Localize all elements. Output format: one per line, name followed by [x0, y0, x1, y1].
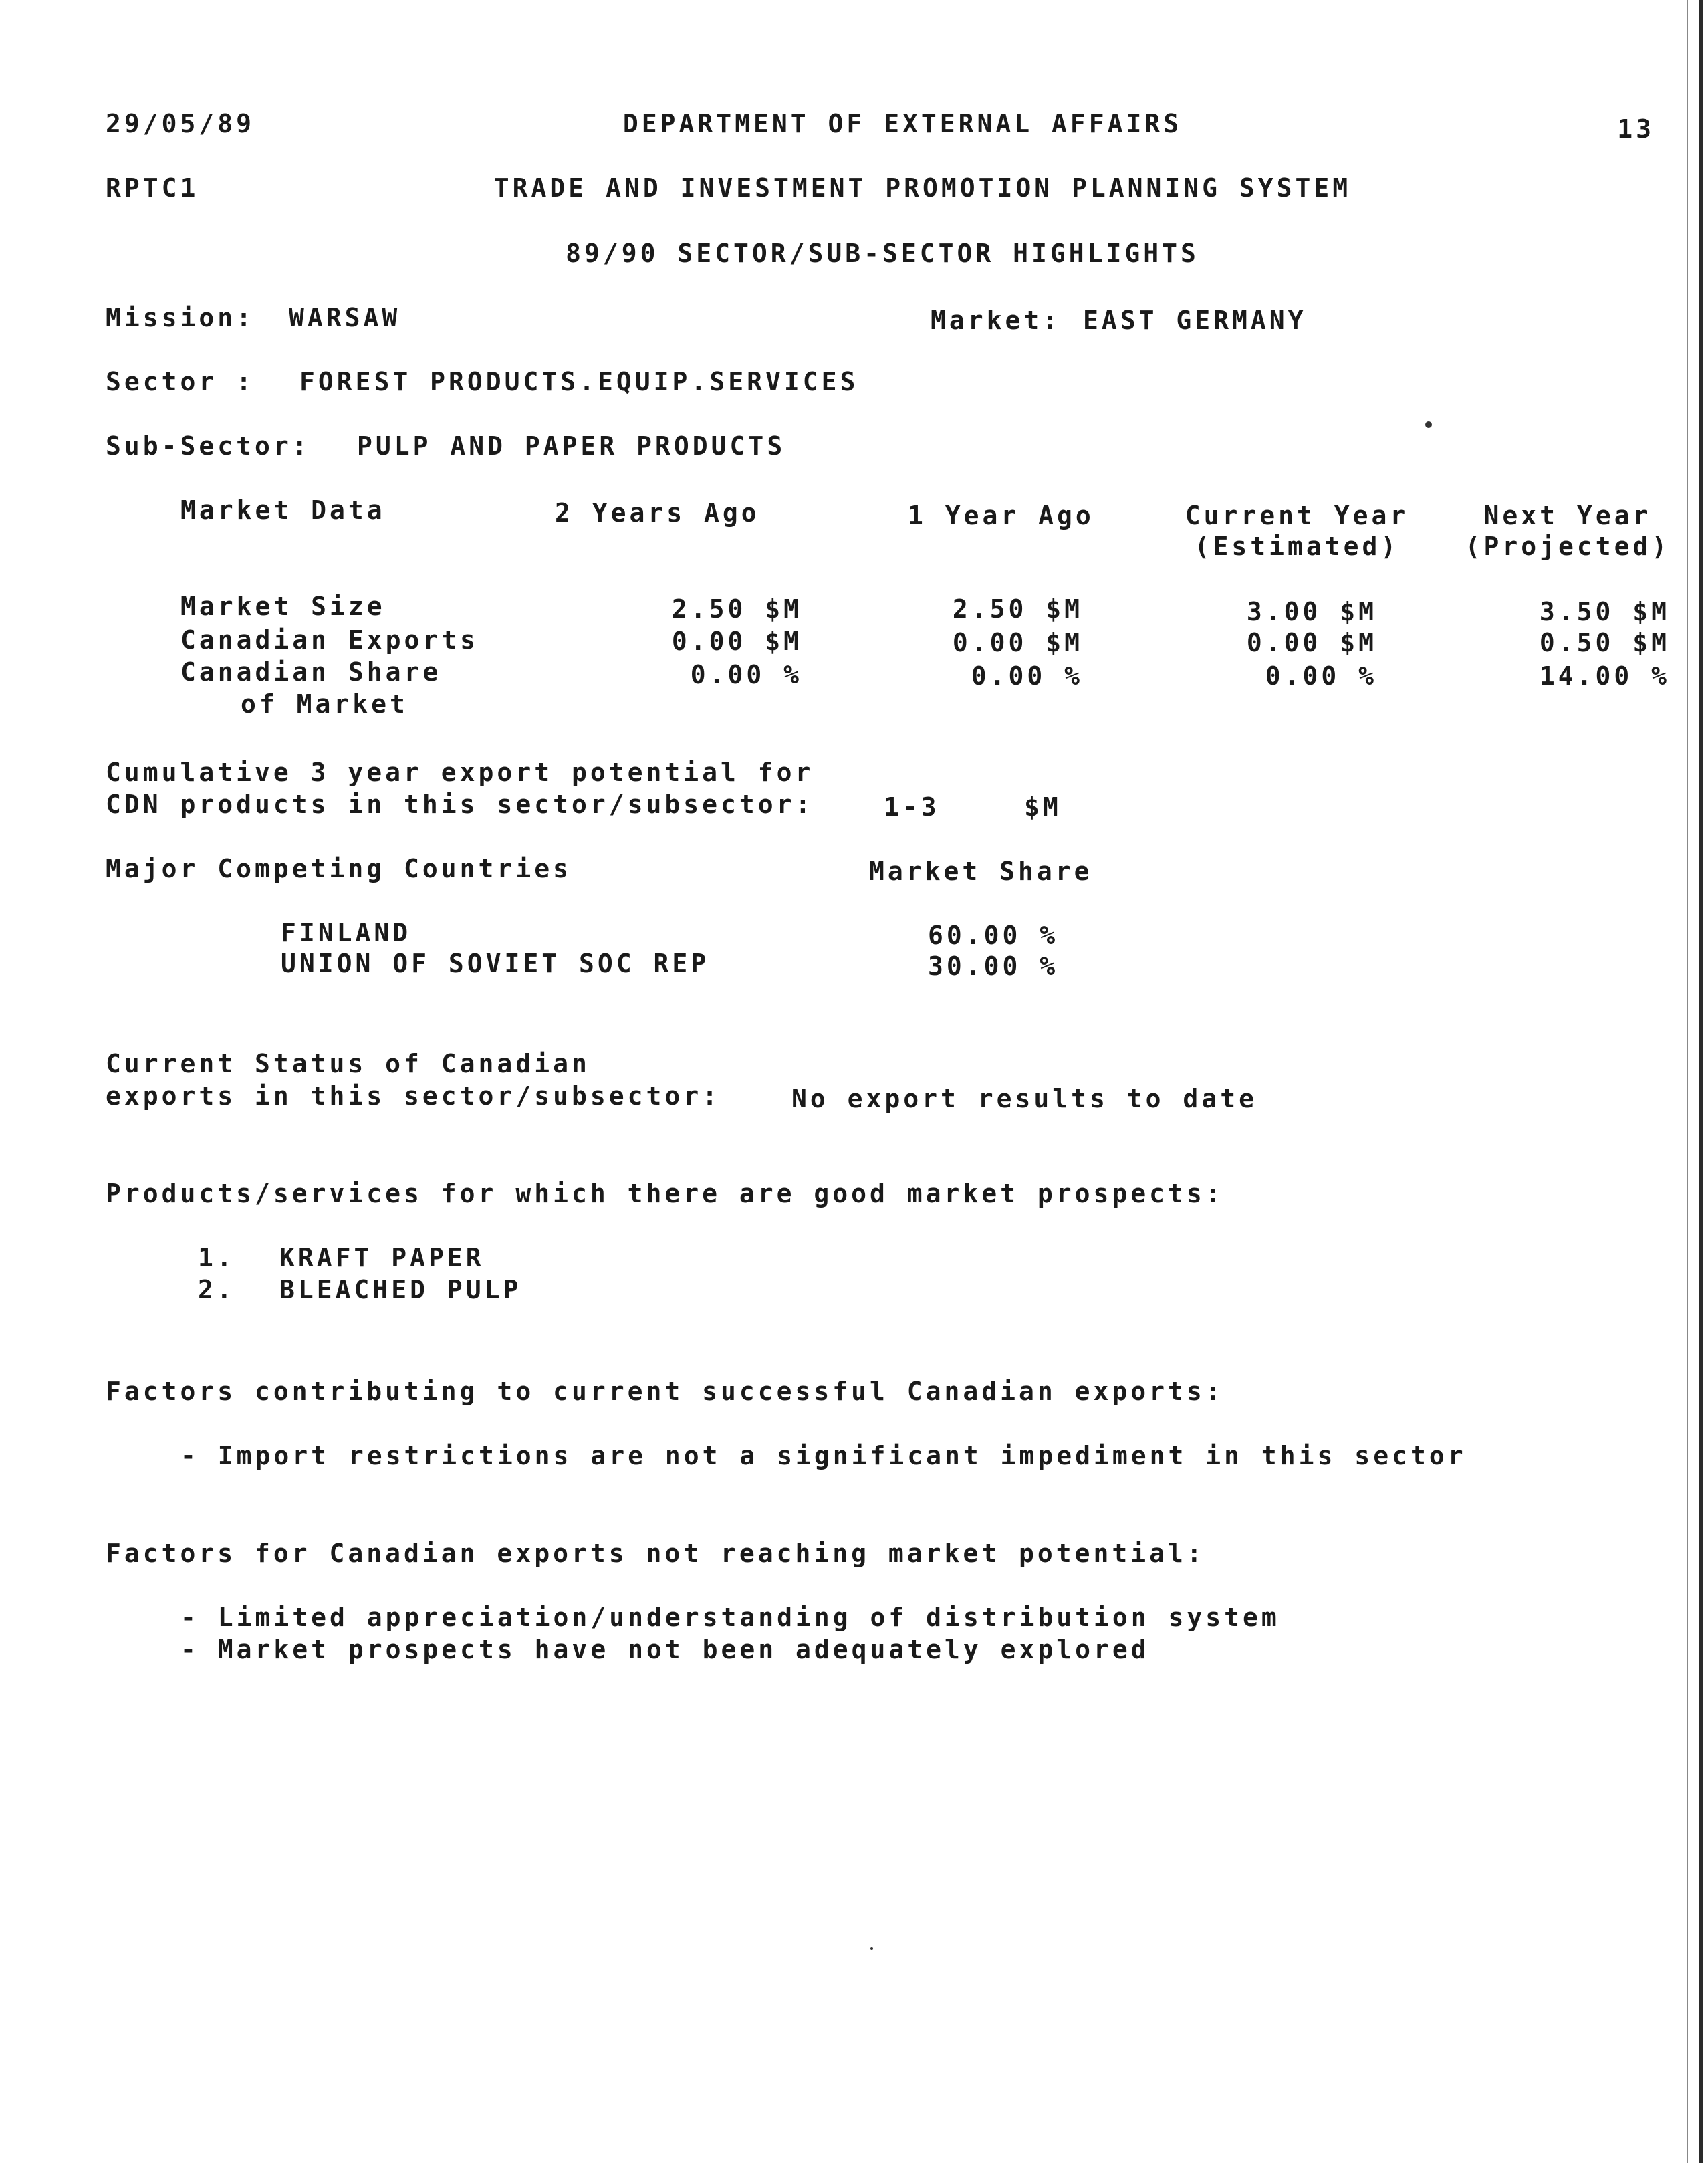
table-cell: 2.50 $M — [671, 594, 802, 624]
table-row-label-cont: of Market — [241, 689, 408, 719]
report-code: RPTC1 — [106, 173, 199, 203]
table-row-label: Canadian Exports — [180, 625, 479, 655]
col-next-year-subheader: (Projected) — [1465, 532, 1671, 561]
market-value: EAST GERMANY — [1083, 306, 1307, 335]
competitor-share: 30.00 % — [928, 951, 1059, 981]
table-cell: 0.00 % — [971, 661, 1083, 691]
sector-value: FOREST PRODUCTS.EQUIP.SERVICES — [299, 367, 859, 396]
department-name: DEPARTMENT OF EXTERNAL AFFAIRS — [622, 109, 1183, 138]
subsector-value: PULP AND PAPER PRODUCTS — [357, 431, 786, 461]
cumulative-line-2: CDN products in this sector/subsector: — [106, 790, 814, 819]
status-line-2: exports in this sector/subsector: — [106, 1081, 721, 1111]
mission-value: WARSAW — [289, 303, 401, 332]
page-number: 13 — [1617, 114, 1655, 144]
table-row-label: Market Size — [180, 592, 386, 621]
prospect-item: BLEACHED PULP — [279, 1275, 522, 1304]
cumulative-line-1: Cumulative 3 year export potential for — [106, 758, 814, 787]
success-factor-item: - Import restrictions are not a significant impediment in this sector — [180, 1441, 1467, 1470]
system-title: TRADE AND INVESTMENT PROMOTION PLANNING SYSTEM — [493, 173, 1352, 203]
prospect-item: KRAFT PAPER — [279, 1243, 485, 1272]
col-next-year-header: Next Year — [1483, 501, 1652, 530]
barrier-factor-item: - Market prospects have not been adequately explored — [180, 1635, 1150, 1664]
page-edge-line — [1687, 0, 1688, 2163]
status-value: No export results to date — [791, 1084, 1257, 1113]
table-cell: 0.50 $M — [1539, 628, 1670, 657]
competitors-share-header: Market Share — [869, 857, 1093, 886]
prospects-heading: Products/services for which there are good market prospects: — [106, 1179, 1224, 1208]
col-current-year-subheader: (Estimated) — [1194, 532, 1400, 561]
status-line-1: Current Status of Canadian — [106, 1049, 590, 1078]
competitor-share: 60.00 % — [928, 921, 1059, 950]
prospect-number: 2. — [198, 1275, 235, 1304]
barrier-factor-item: - Limited appreciation/understanding of distribution system — [180, 1603, 1280, 1632]
competitor-country: FINLAND — [281, 918, 412, 947]
cumulative-unit: $M — [1024, 792, 1062, 822]
table-cell: 0.00 % — [690, 660, 802, 689]
table-row-label: Canadian Share — [180, 657, 442, 687]
page-edge — [1699, 0, 1703, 2163]
table-cell: 2.50 $M — [952, 594, 1083, 624]
col-2-years-ago-header: 2 Years Ago — [555, 498, 760, 528]
subsector-label: Sub-Sector: — [106, 431, 311, 461]
prospect-number: 1. — [198, 1243, 235, 1272]
mission-label: Mission: — [106, 303, 255, 332]
competitor-country: UNION OF SOVIET SOC REP — [281, 949, 710, 978]
market-label: Market: — [931, 306, 1062, 335]
col-current-year-header: Current Year — [1185, 501, 1409, 530]
market-data-header: Market Data — [180, 495, 386, 525]
table-cell: 3.50 $M — [1539, 597, 1670, 627]
table-cell: 0.00 % — [1265, 661, 1377, 691]
table-cell: 3.00 $M — [1246, 597, 1377, 627]
success-factors-heading: Factors contributing to current successful Canadian exports: — [106, 1377, 1224, 1406]
scan-speck — [870, 1947, 873, 1950]
sector-label: Sector : — [106, 367, 255, 396]
table-cell: 14.00 % — [1539, 661, 1670, 691]
barrier-factors-heading: Factors for Canadian exports not reaching market potential: — [106, 1539, 1205, 1568]
cumulative-value: 1-3 — [884, 792, 940, 822]
table-cell: 0.00 $M — [1246, 628, 1377, 657]
col-1-year-ago-header: 1 Year Ago — [908, 501, 1094, 530]
competitors-header: Major Competing Countries — [106, 854, 572, 883]
table-cell: 0.00 $M — [671, 627, 802, 656]
table-cell: 0.00 $M — [952, 628, 1083, 657]
report-date: 29/05/89 — [106, 109, 255, 138]
scan-speck — [1425, 421, 1432, 428]
report-title: 89/90 SECTOR/SUB-SECTOR HIGHLIGHTS — [566, 239, 1199, 268]
